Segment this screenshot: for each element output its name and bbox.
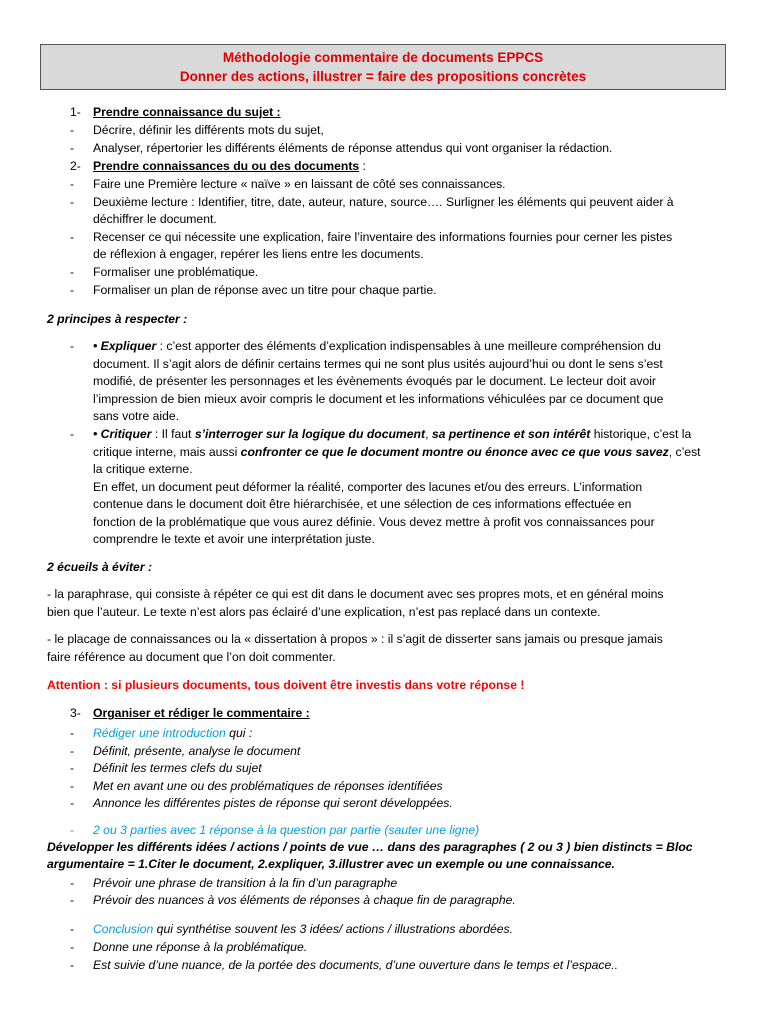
title-line-2: Donner des actions, illustrer = faire des propositions concrètes — [179, 69, 587, 84]
ecueil-1-line: - la paraphrase, qui consiste à répéter ce qui est dit dans le document avec ses propres mots, et en général moins — [47, 587, 664, 601]
list-item: Définit les termes clefs du sujet — [93, 761, 262, 775]
bullet-dash: - — [70, 761, 75, 775]
bullet-dash: - — [70, 958, 75, 972]
list-item: Donne une réponse à la problématique. — [93, 940, 308, 954]
bullet-dash: - — [70, 823, 75, 837]
section-3-number: 3- — [70, 706, 81, 720]
bullet-dash: - — [70, 123, 75, 137]
conclusion-line — [93, 921, 513, 939]
ecueil-1-line: bien que l’auteur. Le texte n’est alors pas éclairé d’une explication, n’est pas replacé dans un contexte. — [47, 605, 601, 619]
bullet-dash: - — [70, 339, 75, 353]
bullet-dash: - — [70, 195, 75, 209]
principe-2-text: historique, c’est la — [590, 427, 692, 441]
bullet-dash: - — [70, 744, 75, 758]
list-item: Deuxième lecture : Identifier, titre, date, auteur, nature, source…. Surligner les éléments qui peuvent aider à — [93, 195, 674, 209]
bullet-dash: - — [70, 876, 75, 890]
section-1-heading: Prendre connaissance du sujet : — [93, 105, 281, 119]
principe-2-line-1 — [93, 426, 691, 444]
principe-2-text: : Il faut — [151, 427, 195, 441]
principe-2-text: , c’est — [668, 445, 701, 459]
develop-line: argumentaire = 1.Citer le document, 2.expliquer, 3.illustrer avec un exemple ou une connaissance. — [47, 857, 615, 871]
list-item-cont: de réflexion à engager, repérer les liens entre les documents. — [93, 247, 424, 261]
bullet-dash: - — [70, 230, 75, 244]
principe-1-line-1 — [93, 338, 661, 356]
ecueils-heading: 2 écueils à éviter : — [47, 560, 153, 574]
bullet-dash: - — [70, 779, 75, 793]
principe-2-label: • Critiquer — [93, 427, 152, 441]
list-item: Décrire, définir les différents mots du sujet, — [93, 123, 324, 137]
section-2-number: 2- — [70, 159, 81, 173]
conclusion-text: qui synthétise souvent les 3 idées/ actions / illustrations abordées. — [153, 922, 514, 936]
title-line-1: Méthodologie commentaire de documents EPPCS — [222, 50, 544, 65]
principe-1-line: l’impression de bien mieux avoir compris le document et les informations véhiculées par ce document que — [93, 392, 664, 406]
principe-1-line: document. Il s’agit alors de définir certains termes qui ne sont plus usités aujourd’hui ou dont le sens s’est — [93, 357, 663, 371]
principes-heading: 2 principes à respecter : — [47, 312, 188, 326]
ecueil-2-line: - le placage de connaissances ou la « dissertation à propos » : il s’agit de disserter sans jamais ou presque jamais — [47, 632, 663, 646]
principe-2-emphasis: sa pertinence et son intérêt — [431, 427, 591, 441]
list-item: Prévoir des nuances à vos éléments de réponses à chaque fin de paragraphe. — [93, 893, 516, 907]
bullet-dash: - — [70, 922, 75, 936]
bullet-dash: - — [70, 940, 75, 954]
principe-2-line: En effet, un document peut déformer la réalité, comporter des lacunes et/ou des erreurs. L’information — [93, 480, 643, 494]
section-2-heading: Prendre connaissances du ou des documents — [93, 159, 360, 173]
ecueil-2-line: faire référence au document que l’on doit commenter. — [47, 650, 336, 664]
list-item-cont: déchiffrer le document. — [93, 212, 217, 226]
attention-note: Attention : si plusieurs documents, tous doivent être investis dans votre réponse ! — [47, 678, 525, 692]
section-3-heading: Organiser et rédiger le commentaire : — [93, 706, 310, 720]
list-item: Prévoir une phrase de transition à la fin d’un paragraphe — [93, 876, 398, 890]
bullet-dash: - — [70, 796, 75, 810]
principe-2-line: fonction de la problématique que vous aurez définie. Vous devez mettre à profit vos connaissances pour — [93, 515, 655, 529]
list-item: Définit, présente, analyse le document — [93, 744, 301, 758]
develop-line: Développer les différents idées / actions / points de vue … dans des paragraphes ( 2 ou 3 ) bien distincts = Bloc — [47, 840, 693, 854]
list-item: Faire une Première lecture « naïve » en laissant de côté ses connaissances. — [93, 177, 506, 191]
list-item: Formaliser une problématique. — [93, 265, 259, 279]
principe-2-line: comprendre le texte et avoir une interprétation juste. — [93, 532, 375, 546]
principe-1-text: : c’est apporter des éléments d’explication indispensables à une meilleure compréhension du — [156, 339, 661, 353]
principe-2-line: contenue dans le document doit être hiérarchisée, et une sélection de ces informations effectuée en — [93, 497, 632, 511]
section-1-number: 1- — [70, 105, 81, 119]
conclusion-label: Conclusion — [93, 922, 154, 936]
bullet-dash: - — [70, 265, 75, 279]
bullet-dash: - — [70, 893, 75, 907]
principe-2-text: critique interne, mais aussi — [93, 445, 241, 459]
bullet-dash: - — [70, 141, 75, 155]
principe-2-emphasis: confronter ce que le document montre ou énonce avec ce que vous savez — [240, 445, 669, 459]
principe-1-label: • Expliquer — [93, 339, 157, 353]
list-item: Annonce les différentes pistes de réponse qui seront développées. — [93, 796, 453, 810]
list-item: Est suivie d’une nuance, de la portée des documents, d’une ouverture dans le temps et l’espace.. — [93, 958, 619, 972]
intro-line — [93, 725, 252, 743]
section-2-heading-wrap — [93, 158, 366, 176]
list-item: Met en avant une ou des problématiques de réponses identifiées — [93, 779, 443, 793]
intro-text: qui : — [225, 726, 253, 740]
intro-label: Rédiger une introduction — [93, 726, 226, 740]
bullet-dash: - — [70, 283, 75, 297]
parts-line: 2 ou 3 parties avec 1 réponse à la question par partie (sauter une ligne) — [93, 823, 480, 837]
bullet-dash: - — [70, 177, 75, 191]
principe-2-emphasis: s’interroger sur la logique du document — [194, 427, 426, 441]
bullet-dash: - — [70, 726, 75, 740]
principe-1-line: modifié, de présenter les personnages et les évènements évoqués par le document. Le lecteur doit avoir — [93, 374, 656, 388]
list-item: Recenser ce qui nécessite une explication, faire l’inventaire des informations fournies pour cerner les pistes — [93, 230, 673, 244]
list-item: Formaliser un plan de réponse avec un titre pour chaque partie. — [93, 283, 437, 297]
principe-1-line: sans votre aide. — [93, 409, 180, 423]
principe-2-line: la critique externe. — [93, 462, 193, 476]
list-item: Analyser, répertorier les différents éléments de réponse attendus qui vont organiser la rédaction. — [93, 141, 613, 155]
principe-2-line-2 — [93, 444, 701, 462]
principe-2-text: , — [425, 427, 432, 441]
section-2-heading-suffix: : — [359, 159, 366, 173]
title-box — [40, 44, 726, 90]
bullet-dash: - — [70, 427, 75, 441]
